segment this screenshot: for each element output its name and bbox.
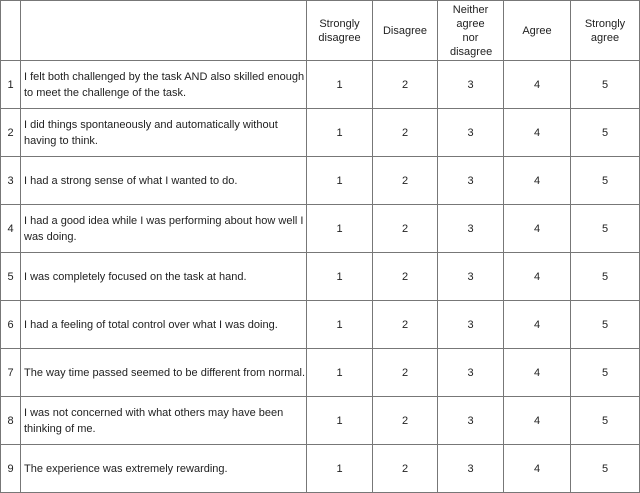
rating-option[interactable]: 4	[504, 61, 571, 109]
rating-option[interactable]: 3	[438, 205, 504, 253]
rating-option[interactable]: 3	[438, 445, 504, 493]
rating-option[interactable]: 3	[438, 301, 504, 349]
row-number: 1	[1, 61, 21, 109]
rating-option[interactable]: 3	[438, 349, 504, 397]
header-strongly-disagree: Strongly disagree	[307, 1, 373, 61]
header-statement	[21, 1, 307, 61]
rating-option[interactable]: 3	[438, 61, 504, 109]
header-disagree: Disagree	[373, 1, 438, 61]
table-row	[1, 397, 640, 445]
table-row	[1, 445, 640, 493]
statement: I had a feeling of total control over what I was doing.	[21, 301, 307, 349]
rating-option[interactable]: 5	[571, 109, 640, 157]
header-strongly-agree: Strongly agree	[571, 1, 640, 61]
rating-option[interactable]: 2	[373, 205, 438, 253]
rating-option[interactable]: 3	[438, 109, 504, 157]
rating-option[interactable]: 1	[307, 205, 373, 253]
rating-option[interactable]: 4	[504, 205, 571, 253]
rating-option[interactable]: 4	[504, 397, 571, 445]
rating-option[interactable]: 1	[307, 397, 373, 445]
table-row	[1, 349, 640, 397]
rating-option[interactable]: 3	[438, 397, 504, 445]
rating-option[interactable]: 5	[571, 157, 640, 205]
statement: The way time passed seemed to be different from normal.	[21, 349, 307, 397]
row-number: 8	[1, 397, 21, 445]
rating-option[interactable]: 4	[504, 349, 571, 397]
rating-option[interactable]: 2	[373, 397, 438, 445]
row-number: 7	[1, 349, 21, 397]
table-row	[1, 109, 640, 157]
rating-option[interactable]: 4	[504, 445, 571, 493]
table-row	[1, 157, 640, 205]
rating-option[interactable]: 1	[307, 157, 373, 205]
rating-option[interactable]: 2	[373, 349, 438, 397]
header-num	[1, 1, 21, 61]
row-number: 6	[1, 301, 21, 349]
row-number: 2	[1, 109, 21, 157]
rating-option[interactable]: 3	[438, 253, 504, 301]
table-row	[1, 61, 640, 109]
table-row	[1, 301, 640, 349]
rating-option[interactable]: 5	[571, 301, 640, 349]
rating-option[interactable]: 5	[571, 205, 640, 253]
statement: I felt both challenged by the task AND also skilled enough to meet the challenge of the task.	[21, 61, 307, 109]
rating-option[interactable]: 4	[504, 157, 571, 205]
rating-option[interactable]: 2	[373, 253, 438, 301]
table-row	[1, 253, 640, 301]
statement: I was completely focused on the task at hand.	[21, 253, 307, 301]
rating-option[interactable]: 5	[571, 445, 640, 493]
rating-option[interactable]: 1	[307, 445, 373, 493]
statement: I had a strong sense of what I wanted to do.	[21, 157, 307, 205]
statement: I did things spontaneously and automatically without having to think.	[21, 109, 307, 157]
rating-option[interactable]: 1	[307, 61, 373, 109]
statement: I was not concerned with what others may have been thinking of me.	[21, 397, 307, 445]
rating-option[interactable]: 4	[504, 301, 571, 349]
rating-option[interactable]: 2	[373, 109, 438, 157]
rating-option[interactable]: 2	[373, 445, 438, 493]
row-number: 9	[1, 445, 21, 493]
header-row	[1, 1, 640, 61]
rating-option[interactable]: 5	[571, 349, 640, 397]
rating-option[interactable]: 3	[438, 157, 504, 205]
rating-option[interactable]: 5	[571, 61, 640, 109]
header-neither: Neither agree nor disagree	[438, 1, 504, 61]
row-number: 5	[1, 253, 21, 301]
row-number: 3	[1, 157, 21, 205]
rating-option[interactable]: 1	[307, 301, 373, 349]
table-row	[1, 205, 640, 253]
rating-option[interactable]: 2	[373, 157, 438, 205]
rating-option[interactable]: 4	[504, 109, 571, 157]
rating-option[interactable]: 1	[307, 109, 373, 157]
rating-option[interactable]: 2	[373, 61, 438, 109]
rating-option[interactable]: 1	[307, 253, 373, 301]
statement: The experience was extremely rewarding.	[21, 445, 307, 493]
rating-option[interactable]: 4	[504, 253, 571, 301]
rating-option[interactable]: 2	[373, 301, 438, 349]
rating-option[interactable]: 5	[571, 397, 640, 445]
header-agree: Agree	[504, 1, 571, 61]
rating-option[interactable]: 1	[307, 349, 373, 397]
statement: I had a good idea while I was performing about how well I was doing.	[21, 205, 307, 253]
rating-option[interactable]: 5	[571, 253, 640, 301]
row-number: 4	[1, 205, 21, 253]
